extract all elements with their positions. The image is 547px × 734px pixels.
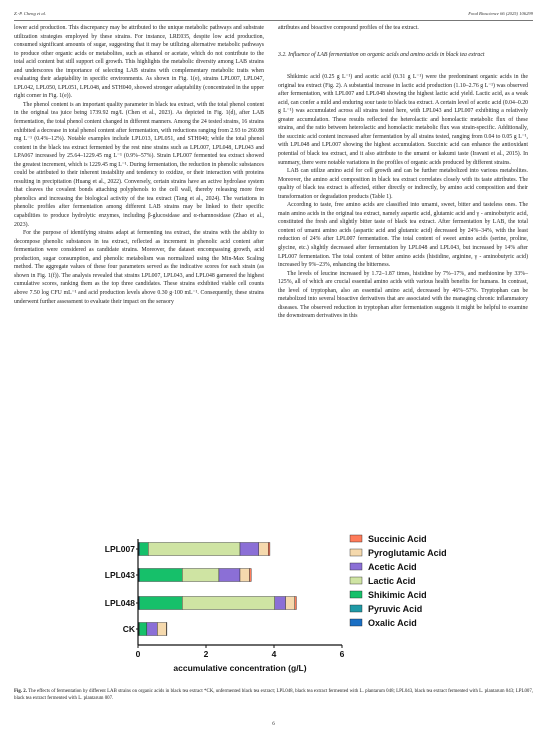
legend-label: Pyruvic Acid: [368, 604, 423, 614]
plot-area: [138, 543, 296, 636]
right-text-column: [278, 24, 528, 321]
running-header-journal: Food Bioscience 66 (2025) 106299: [468, 11, 533, 16]
legend-swatch: [350, 563, 362, 570]
running-header-authors: Z.-P. Cheng et al.: [14, 11, 47, 16]
paragraph: Shikimic acid (0.25 g L⁻¹) and acetic acid (0.31 g L⁻¹) were the predominant organic acids in the original tea extract (Fig. 2). A substantial increase in lactic acid production (1.10–2.76 g L⁻¹) was observed after fermentation, with LPL007 and LPL048 showing the highest lactic acid yield. Lactic acid, as a weak acid, can confer a mild and enduring sour taste to black tea extract. A certain level of acetic acid (0.04–0.20 g L⁻¹) was accumulated across all strains tested here, with LPL043 and LPL007 exhibiting a relatively greater accumulation. These results reflected the heterolactic and homolactic metabolic flux of these strains, and the ratio between heterolactic and homolactic metabolic flux was strain-specific. Additionally, the succinic acid content increased after fermentation by all strains tested, ranging from 0.04 to 0.05 g L⁻¹, with LPL048 and LPL007 showing the highest accumulation. Succinic acid can enhance the antioxidant potential of black tea extract, and it also attribute to the umami or kakumi taste (Iravani et al., 2015). In summary, there were notable variations in the profiles of organic acids produced by different strains.: [278, 74, 528, 166]
legend-swatch: [350, 535, 362, 542]
paragraph: attributes and bioactive compound profiles of the tea extract.: [278, 25, 419, 31]
bar-segment: [240, 569, 250, 582]
paragraph: LAB can utilize amino acid for cell growth and can be further metabolized into various metabolites. Moreover, the amino acid composition in black tea extract correlates closely with its taste attributes. The quality of black tea extract is affected, either directly or indirectly, by amino acid composition and their transformation or degradation products (Table 1).: [278, 168, 528, 200]
bar-segment: [182, 569, 219, 582]
bar-segment: [182, 597, 274, 610]
bar-segment: [240, 543, 259, 556]
bar-segment: [275, 597, 286, 610]
paragraph: The levels of leucine increased by 1.72–1.87 times, histidine by 7%–17%, and methionine by 33%–125%, all of which are crucial essential amino acids with various health benefits for humans. In contrast, the level of tryptophan, also an essential amino acid, decreased by 46%–57%. Tryptophan can be metabolized into several bioactive derivatives that are associated with the managing chronic inflammatory diseases. The observed reduction in tryptophan after fermentation suggests it might be helpful to examine the downstream derivatives in this: [278, 270, 528, 320]
x-tick-label: 4: [271, 649, 277, 659]
legend-swatch: [350, 591, 362, 598]
section-heading: 3.2. Influence of LAB fermentation on organic acids and amino acids in black tea extract: [278, 51, 485, 58]
x-tick-label: 6: [339, 649, 345, 659]
bar-segment: [250, 569, 252, 582]
page-number: 6: [272, 722, 275, 727]
legend-swatch: [350, 619, 362, 626]
paragraph: lower acid production. This discrepancy may be attributed to the unique metabolic pathways and substrate utilization strategies employed by these strains. For instance, LRE035, despite low acid production, consumed significant amounts of sugar, suggesting that it may be utilizing alternative metabolic pathways to produce other organic acids or metabolites, such as ethanol or acetate, which do not contribute to the total acid content but still support cell growth. This highlights the metabolic diversity among LAB strains and underscores the importance of selecting LAB strains with complementary metabolic traits when evaluating their adaptability in specific environments. As shown in Fig. 1(e), strains LPL007, LPL047, LPL042, LPL050, LPL051, LPL048, and STH040, showed stronger adaptability (concentrated in the upper right corner in Fig. 1(e)).: [14, 25, 264, 100]
y-tick-label: LPL043: [104, 570, 135, 580]
x-tick-label: 0: [135, 649, 141, 659]
legend-swatch: [350, 605, 362, 612]
bar-segment: [157, 623, 166, 636]
legend-label: Oxalic Acid: [368, 618, 417, 628]
paragraph: According to taste, free amino acids are classified into umami, sweet, bitter and tasteless ones. The main amino acids in the original tea extract, namely aspartic acid, glutamic acid and γ - aminobutyric acid, constituted the fresh and slightly bitter taste of black tea extract. After fermentation by LAB, the total content of umami amino acids (aspartic acid and glutamic acid) decreased by 24%–34%, with the least reduction of 24% after LPL007 fermentation. The total content of sweet amino acids (serine, proline, glycine, etc.) slightly decreased after fermentation by LPL048 and LPL043, but increased by 14% after LPL007 fermentation. The total content of bitter amino acids (histidine, arginine, γ - aminobutyric acid) increased by 9%–23%, enhancing the bitterness.: [278, 202, 528, 269]
paragraph: For the purpose of identifying strains adapt at fermenting tea extract, the strains with the ability to decompose phenolic substances in tea extract, reflected as increment in phenolic acid content after fermentation were considered as candidate strains. Moreover, the dataset encompassing growth, acid production, sugar consumption, and phenolic metabolism was normalized using the Min-Max Scaling method. The aggregate values of these four parameters served as the indicative scores for each strain (as shown in Fig. 1(f)). The analysis revealed that strains LPL007, LPL043, and LPL048 garnered the highest cumulative scores, ranking them as the top three candidates. These strains exhibited viable cell counts above 7.50 log CFU mL⁻¹ and acid production levels above 0.30 g·100 mL⁻¹. Consequently, these strains underwent further assessment to evaluate their impact on the sensory: [14, 230, 264, 305]
x-tick-label: 2: [203, 649, 209, 659]
figure-caption: [14, 688, 533, 702]
legend-label: Lactic Acid: [368, 576, 416, 586]
legend-label: Acetic Acid: [368, 562, 417, 572]
y-tick-label: LPL007: [104, 544, 135, 554]
legend-label: Succinic Acid: [368, 534, 427, 544]
x-axis: [136, 645, 345, 673]
left-text-column: [14, 24, 264, 306]
bar-segment: [268, 543, 270, 556]
legend-label: Pyroglutamic Acid: [368, 548, 447, 558]
caption-text: The effects of fermentation by different LAB strains on organic acids in black tea extract *CK, unfermented black tea extract; LPL048, black tea extract fermented with L. plantarum 048; LPL043, black tea extract fermented with L. plantarum 043; LPL007, black tea extract fermented with L. plantarum 007.: [14, 689, 533, 701]
legend-swatch: [350, 577, 362, 584]
bar-segment: [259, 543, 269, 556]
bar-segment: [295, 597, 297, 610]
legend-swatch: [350, 549, 362, 556]
paragraph: The phenol content is an important quality parameter in black tea extract, with the total phenol content in the original tea juice being 1739.92 mg/L (Chen et al., 2023). As depicted in Fig. 1(d), after LAB fermentation, the total phenol content changed in different manners. Among the 24 tested strains, 16 strains exhibited a decrease in total phenol content after fermentation, with reductions ranging from 2.93 to 260.88 mg L⁻¹ (0.4%–12%). Notable examples include LPL013, LPL051, and STH040; while the total phenol content in the black tea extract fermented by the rest nine strains such as LPL007, LPL048, LPL043 and LPA067 increased by 25.64–1229.45 mg L⁻¹ (0.9%–57%). Strain LPL007 fermented tea extract showed the greatest increment, which is 1229.45 mg L⁻¹. During fermentation, the reduction in phenolic substances could be attributed to their inherent instability and tendency to oxidize, or their interaction with proteins resulting in precipitation (Huang et al., 2022). Conversely, certain strains have an active hydrolase system that cleaves the covalent bonds attaching polyphenols to the cell wall, thereby releasing more free phenolics and increasing the biological activity of the tea extract (Tang et al., 2024). The variations in phenolic profiles after fermentation among different LAB strains may be linked to their specific capabilities to produce hydrolytic enzymes, including β-glucosidase and α-rhamnosidase (Zhao et al., 2023).: [14, 101, 264, 228]
bar-segment: [140, 597, 183, 610]
bar-segment: [147, 623, 158, 636]
bar-segment: [139, 623, 146, 636]
legend-label: Shikimic Acid: [368, 590, 427, 600]
bar-segment: [140, 543, 149, 556]
bar-segment: [219, 569, 240, 582]
header-rule: [14, 20, 533, 21]
y-tick-label: CK: [122, 624, 135, 634]
y-tick-label: LPL048: [104, 598, 135, 608]
caption-label: Fig. 2.: [14, 689, 27, 694]
bar-segment: [140, 569, 183, 582]
bar-segment: [148, 543, 240, 556]
y-axis: [105, 539, 138, 645]
bar-segment: [286, 597, 295, 610]
chart-legend: [350, 534, 447, 628]
x-axis-label: accumulative concentration (g/L): [173, 663, 307, 673]
